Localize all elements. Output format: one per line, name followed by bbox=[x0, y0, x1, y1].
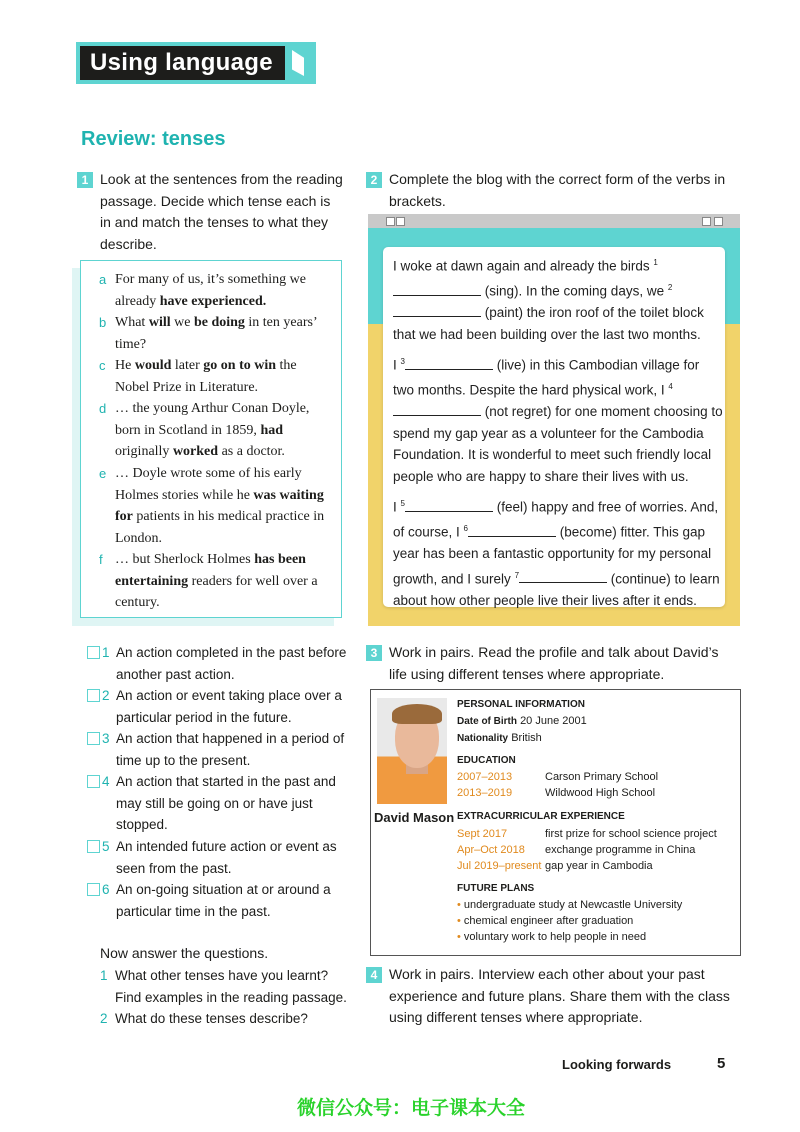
description-number: 1 bbox=[102, 645, 110, 660]
future-item bbox=[457, 931, 646, 943]
description-number: 2 bbox=[102, 688, 110, 703]
extra-heading: EXTRACURRICULAR EXPERIENCE bbox=[457, 811, 625, 822]
sentence-item bbox=[99, 398, 329, 463]
description-item bbox=[87, 685, 349, 728]
sentence-text: … Doyle wrote some of his early Holmes stories while he was waiting for patients in his medical practice in London. bbox=[115, 466, 325, 546]
ex2-instruction: Complete the blog with the correct form of the verbs in brackets. bbox=[389, 171, 726, 209]
sentence-item bbox=[99, 269, 329, 312]
sentence-item bbox=[99, 355, 329, 398]
ex1-sentences-box bbox=[80, 260, 342, 618]
answer-checkbox[interactable] bbox=[87, 646, 100, 659]
watermark-text: 微信公众号：电子课本大全 bbox=[297, 1098, 526, 1119]
sentence-text: He would later go on to win the Nobel Prize in Literature. bbox=[115, 358, 297, 395]
nationality-value: British bbox=[511, 732, 542, 744]
section-banner bbox=[76, 42, 316, 84]
back-arrow-icon bbox=[386, 217, 395, 226]
answer-checkbox[interactable] bbox=[87, 775, 100, 788]
sentence-letter: c bbox=[99, 358, 106, 373]
education-years: 2007–2013 bbox=[457, 771, 513, 783]
blog-paragraph: I $^3$ (live) in this Cambodian village for two months. Despite the hard physical work, I $^4$ (not regret) for one moment choosing to spend my gap year as a volunteer for the Cambodia Foundation. It is wonderful to meet such friendly local people who are happy to share their lives with us. bbox=[393, 357, 723, 484]
sentence-text: For many of us, it’s something we already have experienced. bbox=[115, 272, 306, 309]
description-number: 3 bbox=[102, 731, 110, 746]
sentence-item bbox=[99, 312, 329, 355]
description-number: 4 bbox=[102, 774, 110, 789]
ex1-answer-heading: Now answer the questions. bbox=[100, 945, 269, 961]
ex3-instruction-block bbox=[370, 642, 734, 685]
blog-paragraph: I $^5$ (feel) happy and free of worries. And, of course, I $^6$ (become) fitter. This gap year has been a fantastic opportunity for my personal growth, and I surely $^7$ (continue) to learn about how other people live their lives after it ends. bbox=[393, 499, 720, 608]
nationality-line bbox=[457, 732, 542, 744]
ex1-instruction: Look at the sentences from the reading passage. Decide which tense each is in and match the tenses to what they describe. bbox=[100, 171, 343, 252]
blank-field[interactable] bbox=[393, 283, 481, 296]
sentence-letter: d bbox=[99, 401, 107, 416]
future-heading: FUTURE PLANS bbox=[457, 883, 535, 894]
sentence-item bbox=[99, 549, 329, 614]
description-text: An action that started in the past and may still be going on or have just stopped. bbox=[116, 774, 336, 832]
extra-item: gap year in Cambodia bbox=[545, 860, 653, 872]
blank-field[interactable] bbox=[405, 499, 493, 512]
window-icon bbox=[714, 217, 723, 226]
bullet-icon: • bbox=[457, 931, 461, 943]
ex1-instruction-block bbox=[81, 169, 345, 255]
education-school: Wildwood High School bbox=[545, 787, 656, 799]
blank-field[interactable] bbox=[393, 304, 481, 317]
description-item bbox=[87, 771, 349, 836]
sentence-text: … but Sherlock Holmes has been entertaining readers for well over a century. bbox=[115, 552, 318, 610]
photo-hair bbox=[392, 704, 442, 724]
profile-photo bbox=[377, 698, 447, 804]
sentence-letter: b bbox=[99, 315, 107, 330]
question-item bbox=[100, 965, 350, 1008]
ex3-number-badge: 3 bbox=[366, 645, 382, 661]
answer-checkbox[interactable] bbox=[87, 732, 100, 745]
footer-unit-title: Looking forwards bbox=[562, 1057, 672, 1072]
forward-arrow-icon bbox=[396, 217, 405, 226]
description-text: An intended future action or event as seen from the past. bbox=[116, 839, 337, 876]
description-text: An on-going situation at or around a particular time in the past. bbox=[116, 882, 331, 919]
sentence-letter: f bbox=[99, 552, 103, 567]
profile-card bbox=[370, 689, 741, 956]
extra-item: exchange programme in China bbox=[545, 844, 696, 856]
section-title: Review: tenses bbox=[81, 128, 226, 150]
education-heading: EDUCATION bbox=[457, 755, 516, 766]
dob-value: 20 June 2001 bbox=[520, 715, 587, 727]
blog-browser-window bbox=[368, 214, 740, 626]
question-number: 2 bbox=[100, 1011, 108, 1026]
nationality-label: Nationality bbox=[457, 733, 509, 744]
future-item bbox=[457, 915, 633, 927]
description-text: An action completed in the past before another past action. bbox=[116, 645, 347, 682]
ex3-instruction: Work in pairs. Read the profile and talk about David’s life using different tenses where appropriate. bbox=[389, 644, 719, 682]
answer-checkbox[interactable] bbox=[87, 840, 100, 853]
sentence-item bbox=[99, 463, 329, 549]
description-item bbox=[87, 728, 349, 771]
description-text: An action that happened in a period of time up to the present. bbox=[116, 731, 345, 768]
home-icon bbox=[702, 217, 711, 226]
blank-field[interactable] bbox=[468, 524, 556, 537]
bullet-icon: • bbox=[457, 899, 461, 911]
question-text: What do these tenses describe? bbox=[115, 1011, 308, 1026]
description-text: An action or event taking place over a particular period in the future. bbox=[116, 688, 342, 725]
dob-line bbox=[457, 715, 587, 727]
profile-name: David Mason bbox=[374, 810, 455, 825]
sentence-letter: a bbox=[99, 272, 107, 287]
blog-card bbox=[383, 247, 725, 607]
ex4-number-badge: 4 bbox=[366, 967, 382, 983]
answer-checkbox[interactable] bbox=[87, 689, 100, 702]
page-number: 5 bbox=[717, 1055, 726, 1072]
banner-background bbox=[80, 46, 285, 80]
ex2-instruction-block bbox=[370, 169, 734, 212]
future-text: chemical engineer after graduation bbox=[463, 915, 634, 927]
ex1-number-badge: 1 bbox=[77, 172, 93, 188]
future-item bbox=[457, 899, 682, 911]
banner-title: Using language bbox=[90, 49, 273, 76]
blank-field[interactable] bbox=[519, 570, 607, 583]
description-number: 6 bbox=[102, 882, 110, 897]
bullet-icon: • bbox=[457, 915, 461, 927]
extra-date: Apr–Oct 2018 bbox=[457, 844, 525, 856]
blank-field[interactable] bbox=[405, 357, 493, 370]
sentence-text: What will we be doing in ten years’ time? bbox=[115, 315, 317, 352]
description-item bbox=[87, 836, 349, 879]
sentence-letter: e bbox=[99, 466, 107, 481]
ex2-number-badge: 2 bbox=[366, 172, 382, 188]
future-text: undergraduate study at Newcastle University bbox=[463, 899, 683, 911]
browser-toolbar bbox=[368, 214, 740, 228]
extra-item: first prize for school science project bbox=[545, 828, 717, 840]
ex4-instruction-block bbox=[370, 964, 734, 1029]
description-item bbox=[87, 879, 349, 922]
extra-date: Sept 2017 bbox=[457, 828, 508, 840]
question-item bbox=[100, 1008, 350, 1030]
dob-label: Date of Birth bbox=[457, 716, 517, 727]
question-text: What other tenses have you learnt? Find examples in the reading passage. bbox=[115, 968, 347, 1005]
future-text: voluntary work to help people in need bbox=[463, 931, 647, 943]
blog-paragraph: I woke at dawn again and already the birds $^1$ (sing). In the coming days, we $^2$ (paint) the iron roof of the toilet block that we had been building over the last two months. bbox=[393, 258, 704, 342]
sentence-text: … the young Arthur Conan Doyle, born in Scotland in 1859, had originally worked as a doctor. bbox=[115, 401, 310, 459]
blank-field[interactable] bbox=[393, 403, 481, 416]
question-number: 1 bbox=[100, 968, 108, 983]
banner-flag-icon bbox=[292, 50, 304, 76]
extra-date: Jul 2019–present bbox=[457, 860, 542, 872]
education-years: 2013–2019 bbox=[457, 787, 513, 799]
ex4-instruction: Work in pairs. Interview each other about your past experience and future plans. Share them with the class using different tenses where appropriate. bbox=[389, 966, 730, 1025]
description-item bbox=[87, 642, 349, 685]
answer-checkbox[interactable] bbox=[87, 883, 100, 896]
description-number: 5 bbox=[102, 839, 110, 854]
education-school: Carson Primary School bbox=[545, 771, 659, 783]
personal-heading: PERSONAL INFORMATION bbox=[457, 699, 585, 710]
